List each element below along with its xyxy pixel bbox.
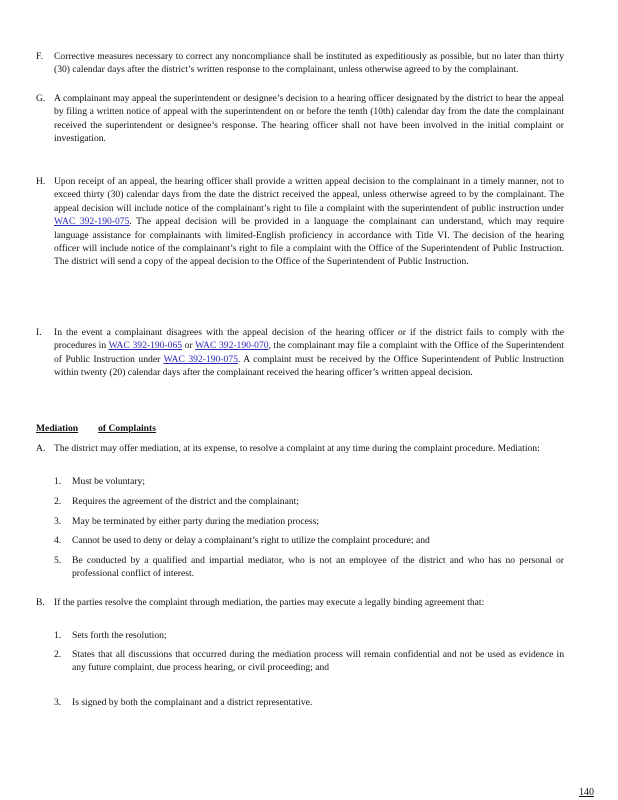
mediation-section-a <box>36 442 564 455</box>
section-g <box>36 92 564 146</box>
mediation-section-b <box>36 596 564 609</box>
list-item-text: Must be voluntary; <box>72 476 146 487</box>
list-item <box>54 534 564 547</box>
list-item-text: Sets forth the resolution; <box>72 630 167 641</box>
section-h-label: H. <box>36 176 46 187</box>
wac-392-190-075-link-2[interactable]: WAC 392-190-075 <box>163 353 238 365</box>
list-item-label: 3. <box>54 516 62 527</box>
mediation-b-label: B. <box>36 597 45 608</box>
mediation-a-label: A. <box>36 443 46 454</box>
section-h-text-2: . The appeal decision will be provided in a language the complainant can understand, which may require language assistance for complainants with limited-English proficiency in accordance with Title VI. The decision of the hearing officer will include notice of the complainant’s right to file a complaint with the Office of the Superintendent of Public Instruction. The district will send a copy of the appeal decision to the Office of the Superintendent of Public Instruction. <box>54 216 565 268</box>
list-item-text: Be conducted by a qualified and impartial mediator, who is not an employee of the district and who has no personal or professional conflict of interest. <box>72 555 564 580</box>
mediation-heading <box>36 422 156 435</box>
page-number: 140 <box>579 787 594 798</box>
section-i-text <box>54 326 564 380</box>
list-item-label: 5. <box>54 555 62 566</box>
section-g-text: A complainant may appeal the superintendent or designee’s decision to a hearing officer designated by the district to hear the appeal by filing a written notice of appeal with the superintendent on or before the tenth (10th) calendar day from the date the complainant received the superintendent or designee’s response. The hearing officer shall not have been involved in the initial complaint or investigation. <box>54 93 564 145</box>
wac-392-190-065-link[interactable]: WAC 392-190-065 <box>108 340 183 352</box>
section-h <box>36 175 564 269</box>
section-f <box>36 50 564 77</box>
section-i-label: I. <box>36 327 42 338</box>
list-item-label: 3. <box>54 697 62 708</box>
list-item <box>54 495 564 508</box>
list-item <box>54 515 564 528</box>
mediation-b-text: If the parties resolve the complaint through mediation, the parties may execute a legally binding agreement that: <box>54 597 485 608</box>
section-i <box>36 326 564 380</box>
list-item-label: 4. <box>54 535 62 546</box>
list-item-label: 1. <box>54 476 62 487</box>
list-item-label: 1. <box>54 630 62 641</box>
list-item-text: States that all discussions that occurred during the mediation process will remain confidential and not be used as evidence in any future complaint, due process hearing, or civil proceeding; and <box>72 649 564 674</box>
list-item-text: Requires the agreement of the district and the complainant; <box>72 496 299 507</box>
section-i-text-1: In the event a complainant disagrees with the appeal decision of the hearing officer or if the district fails to comply with the procedures in <box>54 327 564 352</box>
mediation-heading-part2: of Complaints <box>98 423 156 434</box>
list-item-label: 2. <box>54 496 62 507</box>
section-h-text <box>54 175 564 269</box>
section-f-text: Corrective measures necessary to correct any noncompliance shall be instituted as expeditiously as possible, but no later than thirty (30) calendar days after the district’s written response to the complainant, unless otherwise agreed to by the complainant. <box>54 51 564 76</box>
section-g-label: G. <box>36 93 46 104</box>
list-item <box>54 475 564 488</box>
section-i-text-2: or <box>184 340 193 352</box>
list-item <box>54 554 564 581</box>
list-item <box>54 696 564 709</box>
list-item-text: Cannot be used to deny or delay a complainant’s right to utilize the complaint procedure; and <box>72 535 430 546</box>
list-item <box>54 629 564 642</box>
wac-392-190-070-link[interactable]: WAC 392-190-070 <box>195 340 269 352</box>
list-item <box>54 648 564 675</box>
wac-392-190-075-link[interactable]: WAC 392-190-075 <box>54 216 130 228</box>
mediation-heading-part1: Mediation <box>36 423 79 434</box>
list-item-text: Is signed by both the complainant and a district representative. <box>72 697 313 708</box>
section-h-text-1: Upon receipt of an appeal, the hearing officer shall provide a written appeal decision to the complainant in a timely manner, not to exceed thirty (30) calendar days from the date the district received the appeal, unless otherwise agreed to by the complainant. The appeal decision will include notice of the complainant’s right to file a complaint with the superintendent of public instruction under <box>54 176 564 214</box>
mediation-a-text: The district may offer mediation, at its expense, to resolve a complaint at any time during the complaint procedure. Mediation: <box>54 443 540 454</box>
list-item-label: 2. <box>54 649 62 660</box>
section-i-text-4: . A complaint must be received by the Office Superintendent of Public Instruction within twenty (20) calendar days after the complainant received the hearing officer’s written appeal decision. <box>54 353 564 379</box>
section-i-text-3: , the complainant may file a complaint with the Office of the Superintendent of Public Instruction under <box>54 340 564 365</box>
list-item-text: May be terminated by either party during the mediation process; <box>72 516 319 527</box>
section-f-label: F. <box>36 51 43 62</box>
